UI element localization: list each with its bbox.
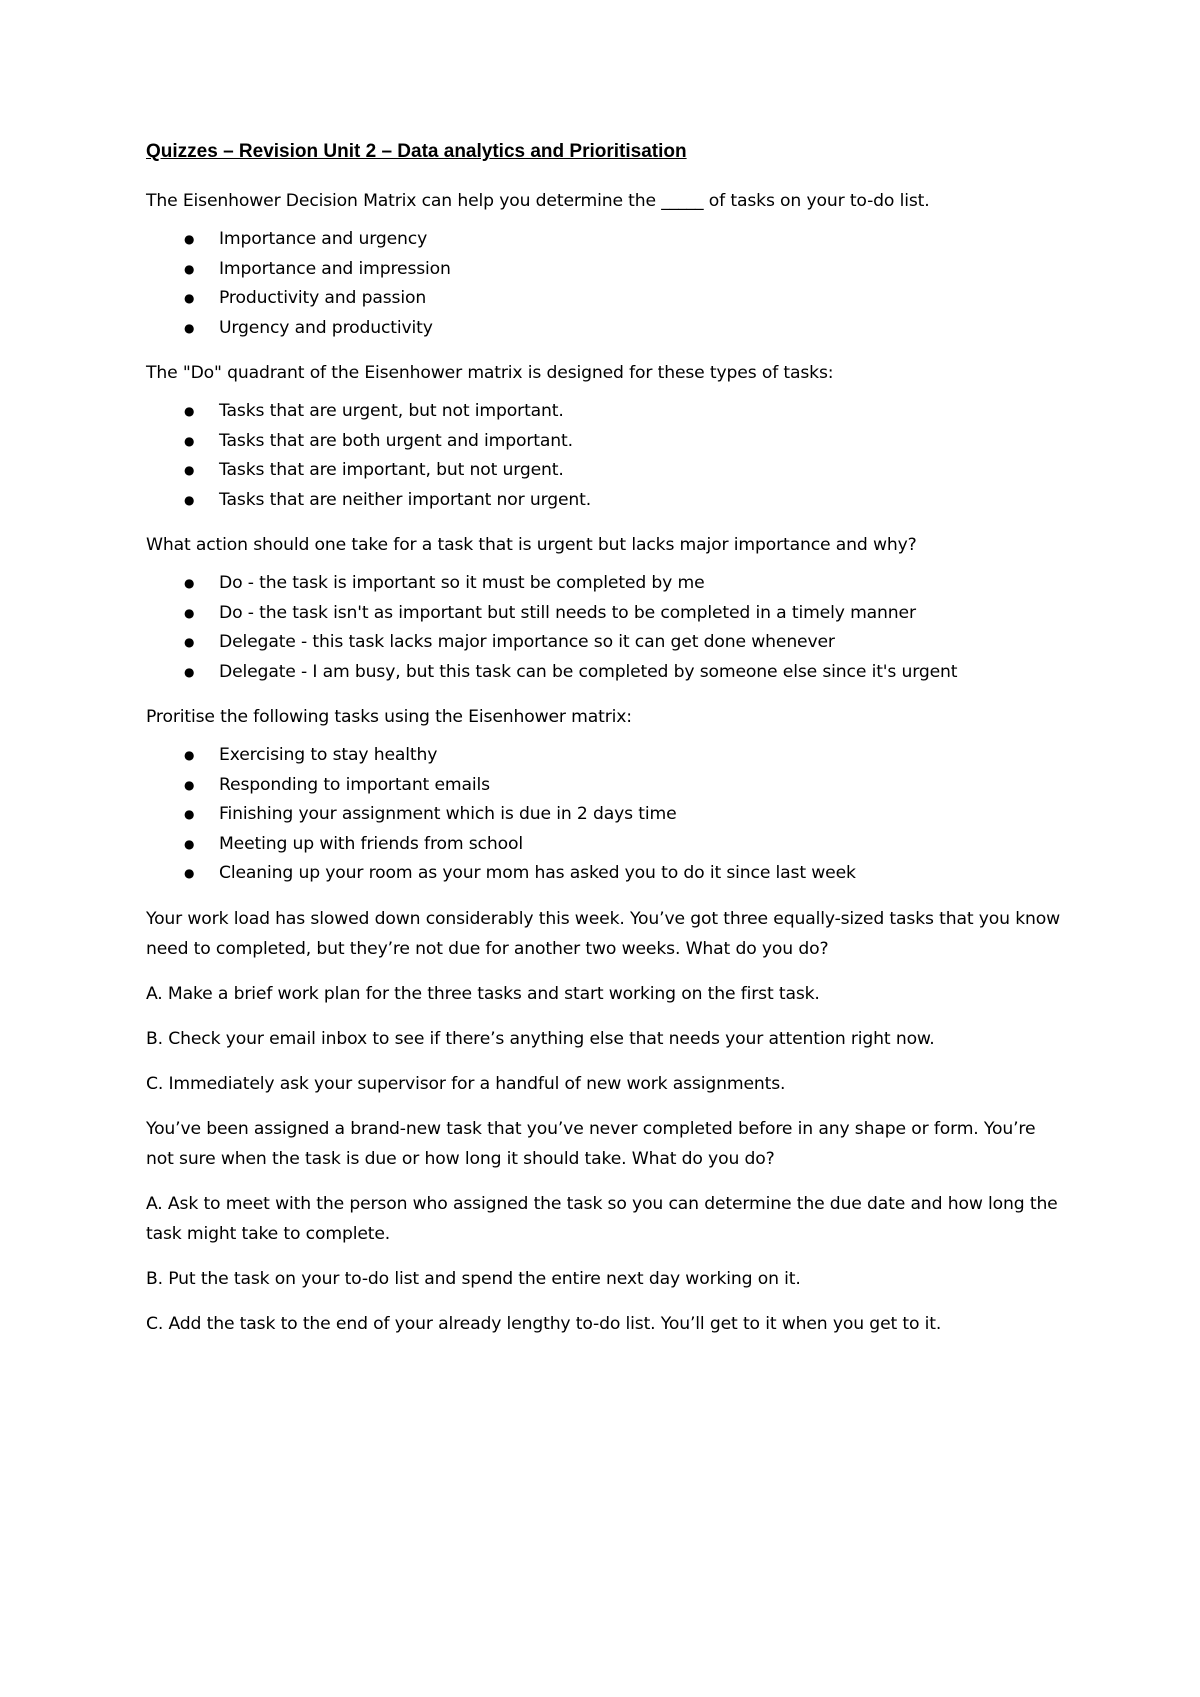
- bullet-icon: ●: [184, 433, 195, 448]
- scenario-1-answer-a: A. Make a brief work plan for the three tasks and start working on the first task.: [146, 983, 820, 1004]
- list-item: ● Delegate - I am busy, but this task can be completed by someone else since it's urgent: [146, 658, 1066, 688]
- bullet-icon: ●: [184, 866, 195, 880]
- bullet-icon: ●: [184, 576, 195, 590]
- scenario-2-answer-a: A. Ask to meet with the person who assigned the task so you can determine the due date and how long the task might take to complete.: [146, 1193, 1058, 1244]
- list-item: ● Finishing your assignment which is due in 2 days time: [146, 800, 1066, 830]
- list-item: ● Productivity and passion: [146, 284, 1066, 314]
- bullet-icon: ●: [184, 261, 195, 276]
- bullet-icon: ●: [184, 232, 195, 246]
- list-item: ● Tasks that are urgent, but not important.: [146, 397, 1066, 427]
- list-item: ● Do - the task is important so it must be completed by me: [146, 569, 1066, 599]
- bullet-icon: ●: [184, 807, 195, 821]
- question-3-options: [146, 569, 1066, 687]
- document-page: [146, 140, 1066, 1354]
- bullet-icon: ●: [184, 664, 195, 679]
- bullet-icon: ●: [184, 404, 195, 418]
- list-item: ● Cleaning up your room as your mom has asked you to do it since last week: [146, 859, 1066, 889]
- question-1-options: [146, 225, 1066, 343]
- bullet-icon: ●: [184, 605, 195, 620]
- scenario-2-answer-c: C. Add the task to the end of your already lengthy to-do list. You’ll get to it when you get to it.: [146, 1313, 942, 1334]
- scenario-2-question: You’ve been assigned a brand-new task that you’ve never completed before in any shape or form. You’re not sure when the task is due or how long it should take. What do you do?: [146, 1118, 1036, 1169]
- question-1: The Eisenhower Decision Matrix can help you determine the _____ of tasks on your to-do list.: [146, 191, 930, 211]
- list-item: ● Delegate - this task lacks major importance so it can get done whenever: [146, 628, 1066, 658]
- bullet-icon: ●: [184, 492, 195, 507]
- scenario-1-answer-c: C. Immediately ask your supervisor for a handful of new work assignments.: [146, 1073, 786, 1094]
- scenario-1-answer-b: B. Check your email inbox to see if there’s anything else that needs your attention right now.: [146, 1028, 935, 1049]
- bullet-icon: ●: [184, 748, 195, 762]
- bullet-icon: ●: [184, 635, 195, 649]
- bullet-icon: ●: [184, 777, 195, 792]
- question-4-options: [146, 741, 1066, 889]
- list-item: ● Importance and urgency: [146, 225, 1066, 255]
- list-item: ● Exercising to stay healthy: [146, 741, 1066, 771]
- list-item: ● Responding to important emails: [146, 771, 1066, 801]
- page-title: Quizzes – Revision Unit 2 – Data analytics and Prioritisation: [146, 141, 687, 162]
- list-item: ● Meeting up with friends from school: [146, 830, 1066, 860]
- bullet-icon: ●: [184, 463, 195, 477]
- bullet-icon: ●: [184, 291, 195, 305]
- question-2: The "Do" quadrant of the Eisenhower matrix is designed for these types of tasks:: [146, 363, 834, 383]
- scenario-2-answer-b: B. Put the task on your to-do list and spend the entire next day working on it.: [146, 1268, 801, 1289]
- question-3: What action should one take for a task that is urgent but lacks major importance and why?: [146, 535, 917, 555]
- list-item: ● Tasks that are neither important nor urgent.: [146, 486, 1066, 516]
- scenario-1-question: Your work load has slowed down considerably this week. You’ve got three equally-sized tasks that you know need to completed, but they’re not due for another two weeks. What do you do?: [146, 908, 1061, 959]
- bullet-icon: ●: [184, 836, 195, 851]
- question-2-options: [146, 397, 1066, 515]
- question-4: Proritise the following tasks using the Eisenhower matrix:: [146, 707, 632, 727]
- list-item: ● Tasks that are important, but not urgent.: [146, 456, 1066, 486]
- list-item: ● Do - the task isn't as important but still needs to be completed in a timely manner: [146, 599, 1066, 629]
- bullet-icon: ●: [184, 320, 195, 335]
- list-item: ● Urgency and productivity: [146, 314, 1066, 344]
- list-item: ● Importance and impression: [146, 255, 1066, 285]
- list-item: ● Tasks that are both urgent and important.: [146, 427, 1066, 457]
